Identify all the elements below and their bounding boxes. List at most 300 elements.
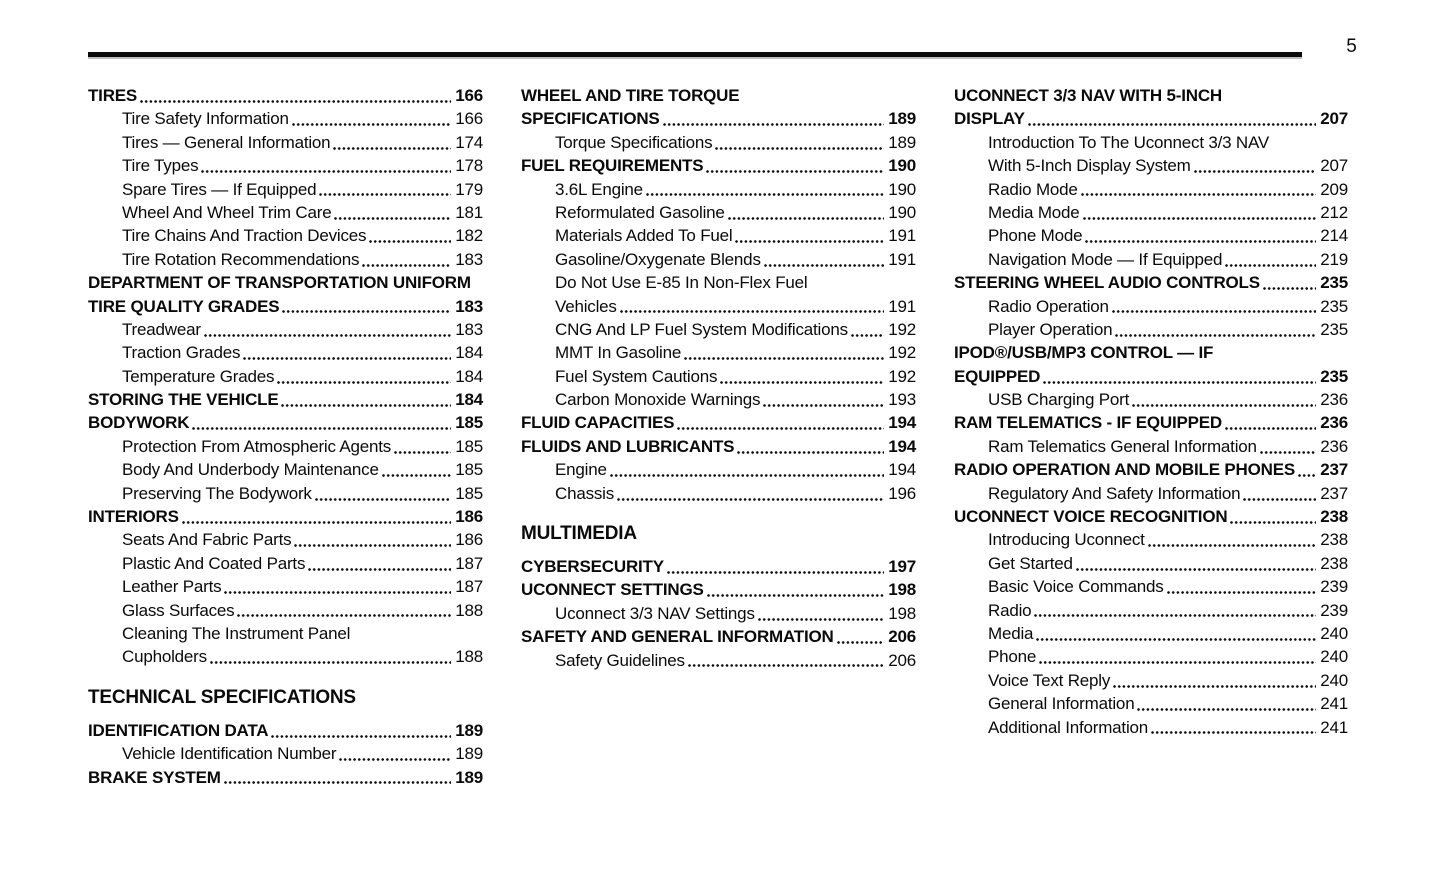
toc-entry [521, 224, 916, 247]
toc-entry [954, 295, 1348, 318]
leader-dots [315, 498, 452, 501]
toc-entry [88, 365, 483, 388]
entry-text: Tire Types [122, 156, 199, 176]
entry-text: Engine [555, 460, 607, 480]
leader-dots [1036, 638, 1316, 641]
toc-entry [88, 271, 483, 294]
entry-page: 190 [888, 179, 916, 199]
entry-page: 191 [888, 296, 916, 316]
leader-dots [1260, 451, 1316, 454]
leader-dots [277, 381, 451, 384]
toc-entry [88, 742, 483, 765]
toc-entry [521, 178, 916, 201]
entry-page: 190 [888, 156, 916, 176]
toc-entry [521, 625, 916, 648]
leader-dots [292, 123, 452, 126]
entry-text: Glass Surfaces [122, 600, 235, 620]
entry-page: 183 [455, 296, 483, 316]
entry-page: 235 [1320, 366, 1348, 386]
leader-dots [224, 591, 451, 594]
leader-dots [720, 381, 884, 384]
leader-dots [382, 474, 451, 477]
leader-dots [728, 217, 885, 220]
entry-page: 236 [1320, 390, 1348, 410]
leader-dots [333, 147, 451, 150]
entry-page: 207 [1320, 156, 1348, 176]
entry-text: Get Started [988, 553, 1073, 573]
entry-page: 184 [455, 343, 483, 363]
entry-page: 189 [888, 132, 916, 152]
entry-text: Phone Mode [988, 226, 1083, 246]
entry-text: Materials Added To Fuel [555, 226, 733, 246]
toc-entry [521, 482, 916, 505]
entry-text: Basic Voice Commands [988, 577, 1164, 597]
entry-page: 206 [888, 650, 916, 670]
leader-dots [224, 781, 452, 784]
toc-entry [521, 555, 916, 578]
toc-entry [88, 154, 483, 177]
toc-entry [521, 295, 916, 318]
entry-text: FLUIDS AND LUBRICANTS [521, 436, 735, 456]
entry-page: 235 [1320, 319, 1348, 339]
toc-entry [521, 435, 916, 458]
leader-dots [308, 568, 451, 571]
entry-text: Vehicle Identification Number [122, 744, 337, 764]
toc-entry [954, 552, 1348, 575]
toc-entry [521, 411, 916, 434]
entry-text: EQUIPPED [954, 366, 1041, 386]
toc-entry [954, 248, 1348, 271]
entry-text: Gasoline/Oxygenate Blends [555, 249, 761, 269]
leader-dots [1243, 498, 1316, 501]
entry-page: 184 [455, 366, 483, 386]
entry-text: FLUID CAPACITIES [521, 413, 675, 433]
toc-entry [88, 528, 483, 551]
leader-dots [688, 664, 884, 667]
entry-page: 194 [888, 413, 916, 433]
toc-entry [88, 435, 483, 458]
table-of-contents [88, 84, 1350, 789]
entry-text: Tires — General Information [122, 132, 331, 152]
leader-dots [667, 571, 884, 574]
leader-dots [1225, 427, 1316, 430]
entry-page: 194 [888, 436, 916, 456]
entry-text: 3.6L Engine [555, 179, 643, 199]
entry-page: 235 [1320, 296, 1348, 316]
leader-dots [1028, 123, 1317, 126]
entry-page: 219 [1320, 249, 1348, 269]
entry-page: 238 [1320, 507, 1348, 527]
toc-entry [521, 388, 916, 411]
entry-page: 237 [1320, 483, 1348, 503]
entry-page: 240 [1320, 647, 1348, 667]
entry-text: UCONNECT 3/3 NAV WITH 5-INCH [954, 86, 1222, 105]
section-heading: MULTIMEDIA [521, 523, 637, 545]
entry-page: 189 [455, 720, 483, 740]
toc-entry [88, 599, 483, 622]
toc-entry [954, 716, 1348, 739]
toc-entry [88, 84, 483, 107]
entry-text: SPECIFICATIONS [521, 109, 660, 129]
entry-page: 239 [1320, 577, 1348, 597]
toc-entry [521, 107, 916, 130]
entry-text: Reformulated Gasoline [555, 202, 725, 222]
entry-text: RADIO OPERATION AND MOBILE PHONES [954, 460, 1295, 480]
toc-entry [954, 341, 1348, 364]
entry-text: SAFETY AND GENERAL INFORMATION [521, 627, 834, 647]
entry-text: Chassis [555, 483, 615, 503]
entry-text: Spare Tires — If Equipped [122, 179, 317, 199]
entry-text: Regulatory And Safety Information [988, 483, 1241, 503]
leader-dots [715, 147, 884, 150]
entry-page: 238 [1320, 553, 1348, 573]
entry-page: 182 [455, 226, 483, 246]
toc-entry [88, 201, 483, 224]
header-rule [88, 52, 1302, 57]
toc-entry [521, 201, 916, 224]
entry-text: UCONNECT VOICE RECOGNITION [954, 507, 1228, 527]
entry-page: 188 [455, 600, 483, 620]
entry-page: 185 [455, 483, 483, 503]
leader-dots [1225, 264, 1316, 267]
entry-text: RAM TELEMATICS - IF EQUIPPED [954, 413, 1222, 433]
toc-entry [954, 669, 1348, 692]
entry-page: 166 [455, 86, 483, 105]
entry-text: Fuel System Cautions [555, 366, 718, 386]
page-number: 5 [1346, 36, 1357, 57]
toc-entry [88, 552, 483, 575]
entry-text: INTERIORS [88, 507, 179, 527]
entry-page: 192 [888, 319, 916, 339]
entry-text: DISPLAY [954, 109, 1025, 129]
leader-dots [394, 451, 451, 454]
entry-page: 190 [888, 202, 916, 222]
toc-entry [521, 578, 916, 601]
toc-entry [521, 131, 916, 154]
entry-page: 209 [1320, 179, 1348, 199]
toc-entry [521, 248, 916, 271]
entry-page: 206 [888, 627, 916, 647]
toc-entry [521, 318, 916, 341]
toc-entry [88, 178, 483, 201]
section-heading: TECHNICAL SPECIFICATIONS [88, 686, 356, 708]
entry-page: 196 [888, 483, 916, 503]
toc-entry [88, 645, 483, 668]
toc-entry [954, 505, 1348, 528]
entry-text: TIRES [88, 86, 138, 105]
toc-entry [954, 528, 1348, 551]
entry-page: 189 [455, 744, 483, 764]
entry-page: 236 [1320, 413, 1348, 433]
leader-dots [737, 451, 884, 454]
toc-entry [88, 131, 483, 154]
entry-page: 212 [1320, 202, 1348, 222]
entry-page: 189 [455, 767, 483, 787]
leader-dots [1076, 568, 1317, 571]
entry-page: 194 [888, 460, 916, 480]
toc-entry [954, 458, 1348, 481]
entry-page: 186 [455, 530, 483, 550]
entry-text: Introducing Uconnect [988, 530, 1145, 550]
entry-text: STEERING WHEEL AUDIO CONTROLS [954, 273, 1260, 293]
leader-dots [706, 170, 884, 173]
entry-text: BRAKE SYSTEM [88, 767, 221, 787]
leader-dots [362, 264, 451, 267]
toc-entry [954, 201, 1348, 224]
toc-entry [88, 622, 483, 645]
leader-dots [237, 614, 451, 617]
leader-dots [201, 170, 451, 173]
toc-entry [521, 154, 916, 177]
entry-page: 185 [455, 436, 483, 456]
toc-column-2 [521, 84, 916, 789]
entry-page: 241 [1320, 694, 1348, 714]
leader-dots [1113, 685, 1316, 688]
entry-page: 187 [455, 577, 483, 597]
leader-dots [837, 641, 885, 644]
leader-dots [764, 264, 884, 267]
leader-dots [182, 521, 451, 524]
leader-dots [192, 427, 451, 430]
toc-entry [88, 411, 483, 434]
entry-page: 185 [455, 413, 483, 433]
entry-page: 174 [455, 132, 483, 152]
entry-text: STORING THE VEHICLE [88, 390, 279, 410]
leader-dots [1167, 591, 1317, 594]
entry-text: Tire Rotation Recommendations [122, 249, 360, 269]
toc-entry [521, 602, 916, 625]
entry-page: 198 [888, 580, 916, 600]
leader-dots [204, 334, 451, 337]
entry-text: Radio Operation [988, 296, 1109, 316]
leader-dots [1043, 381, 1316, 384]
toc-entry [521, 458, 916, 481]
entry-text: FUEL REQUIREMENTS [521, 156, 704, 176]
entry-text: Tire Chains And Traction Devices [122, 226, 367, 246]
entry-page: 235 [1320, 273, 1348, 293]
toc-entry [954, 411, 1348, 434]
entry-text: With 5-Inch Display System [988, 156, 1191, 176]
leader-dots [369, 240, 451, 243]
leader-dots [851, 334, 884, 337]
entry-text: Torque Specifications [555, 132, 713, 152]
leader-dots [1112, 310, 1316, 313]
entry-text: Protection From Atmospheric Agents [122, 436, 392, 456]
leader-dots [1081, 193, 1317, 196]
leader-dots [763, 404, 884, 407]
entry-page: 240 [1320, 670, 1348, 690]
entry-text: Radio Mode [988, 179, 1078, 199]
entry-text: Plastic And Coated Parts [122, 553, 306, 573]
entry-text: Phone [988, 647, 1037, 667]
entry-text: BODYWORK [88, 413, 190, 433]
entry-text: Navigation Mode — If Equipped [988, 249, 1223, 269]
entry-page: 193 [888, 390, 916, 410]
entry-text: CNG And LP Fuel System Modifications [555, 319, 848, 339]
leader-dots [1298, 474, 1316, 477]
leader-dots [243, 357, 451, 360]
entry-page: 183 [455, 249, 483, 269]
entry-text: Carbon Monoxide Warnings [555, 390, 761, 410]
leader-dots [319, 193, 451, 196]
leader-dots [334, 217, 451, 220]
toc-entry [88, 341, 483, 364]
toc-entry [88, 295, 483, 318]
entry-text: DEPARTMENT OF TRANSPORTATION UNIFORM [88, 273, 471, 293]
toc-entry [954, 482, 1348, 505]
toc-entry [88, 719, 483, 742]
leader-dots [1230, 521, 1316, 524]
leader-dots [282, 310, 451, 313]
entry-text: TIRE QUALITY GRADES [88, 296, 280, 316]
toc-entry [88, 107, 483, 130]
toc-entry [521, 365, 916, 388]
toc-entry [954, 224, 1348, 247]
entry-page: 197 [888, 557, 916, 577]
entry-text: MMT In Gasoline [555, 343, 682, 363]
entry-text: WHEEL AND TIRE TORQUE [521, 86, 740, 105]
entry-page: 237 [1320, 460, 1348, 480]
leader-dots [1148, 544, 1317, 547]
leader-dots [1034, 614, 1316, 617]
entry-text: Media [988, 623, 1034, 643]
entry-text: Seats And Fabric Parts [122, 530, 292, 550]
entry-text: IDENTIFICATION DATA [88, 720, 269, 740]
entry-text: Voice Text Reply [988, 670, 1111, 690]
entry-page: 187 [455, 553, 483, 573]
toc-entry [954, 318, 1348, 341]
entry-text: Introduction To The Uconnect 3/3 NAV [988, 132, 1270, 152]
toc-entry [88, 575, 483, 598]
entry-text: General Information [988, 694, 1135, 714]
toc-entry [954, 388, 1348, 411]
toc-entry [521, 84, 916, 107]
leader-dots [620, 310, 885, 313]
entry-text: CYBERSECURITY [521, 557, 664, 577]
toc-entry [954, 622, 1348, 645]
entry-page: 166 [455, 109, 483, 129]
toc-entry [954, 84, 1348, 107]
entry-text: Temperature Grades [122, 366, 275, 386]
entry-text: Radio [988, 600, 1032, 620]
toc-entry [954, 178, 1348, 201]
toc-entry [954, 365, 1348, 388]
entry-page: 239 [1320, 600, 1348, 620]
leader-dots [610, 474, 885, 477]
entry-text: Tire Safety Information [122, 109, 289, 129]
leader-dots [1085, 240, 1316, 243]
toc-column-1 [88, 84, 483, 789]
toc-entry [88, 224, 483, 247]
entry-text: Safety Guidelines [555, 650, 685, 670]
leader-dots [684, 357, 884, 360]
leader-dots [663, 123, 885, 126]
entry-page: 186 [455, 507, 483, 527]
toc-entry [954, 435, 1348, 458]
entry-page: 238 [1320, 530, 1348, 550]
entry-page: 191 [888, 249, 916, 269]
toc-entry [88, 505, 483, 528]
toc-entry [521, 271, 916, 294]
entry-page: 214 [1320, 226, 1348, 246]
entry-text: Body And Underbody Maintenance [122, 460, 379, 480]
leader-dots [617, 498, 884, 501]
leader-dots [707, 594, 885, 597]
entry-page: 192 [888, 343, 916, 363]
entry-page: 189 [888, 109, 916, 129]
toc-entry [88, 458, 483, 481]
leader-dots [1194, 170, 1317, 173]
toc-entry [88, 248, 483, 271]
leader-dots [735, 240, 884, 243]
leader-dots [1083, 217, 1317, 220]
entry-text: Preserving The Bodywork [122, 483, 312, 503]
entry-text: Ram Telematics General Information [988, 436, 1257, 456]
entry-page: 207 [1320, 109, 1348, 129]
toc-entry [88, 766, 483, 789]
leader-dots [294, 544, 451, 547]
entry-page: 183 [455, 319, 483, 339]
toc-entry [521, 649, 916, 672]
entry-text: Wheel And Wheel Trim Care [122, 202, 332, 222]
entry-page: 191 [888, 226, 916, 246]
entry-page: 198 [888, 603, 916, 623]
entry-page: 241 [1320, 717, 1348, 737]
leader-dots [1263, 287, 1316, 290]
toc-entry [954, 154, 1348, 177]
leader-dots [1039, 661, 1316, 664]
entry-text: Cupholders [122, 647, 207, 667]
entry-text: Cleaning The Instrument Panel [122, 623, 351, 643]
toc-entry [954, 131, 1348, 154]
entry-text: Traction Grades [122, 343, 241, 363]
toc-column-3 [954, 84, 1348, 789]
entry-text: Media Mode [988, 202, 1080, 222]
leader-dots [271, 735, 451, 738]
entry-page: 184 [455, 390, 483, 410]
leader-dots [339, 758, 451, 761]
toc-entry [521, 341, 916, 364]
toc-entry [88, 388, 483, 411]
leader-dots [140, 100, 451, 103]
toc-entry [954, 692, 1348, 715]
toc-entry [88, 482, 483, 505]
toc-entry [88, 318, 483, 341]
leader-dots [1151, 731, 1316, 734]
entry-page: 188 [455, 647, 483, 667]
entry-page: 185 [455, 460, 483, 480]
entry-text: USB Charging Port [988, 390, 1130, 410]
entry-text: Leather Parts [122, 577, 222, 597]
entry-text: IPOD®/USB/MP3 CONTROL — IF [954, 343, 1214, 363]
leader-dots [1115, 334, 1316, 337]
leader-dots [646, 193, 884, 196]
leader-dots [677, 427, 884, 430]
toc-entry [954, 271, 1348, 294]
toc-entry [954, 575, 1348, 598]
leader-dots [281, 404, 451, 407]
entry-page: 181 [455, 202, 483, 222]
entry-page: 178 [455, 156, 483, 176]
leader-dots [758, 618, 884, 621]
entry-text: Additional Information [988, 717, 1149, 737]
entry-page: 192 [888, 366, 916, 386]
leader-dots [210, 661, 451, 664]
toc-entry [954, 107, 1348, 130]
entry-text: Player Operation [988, 319, 1113, 339]
leader-dots [1132, 404, 1316, 407]
entry-text: Treadwear [122, 319, 201, 339]
